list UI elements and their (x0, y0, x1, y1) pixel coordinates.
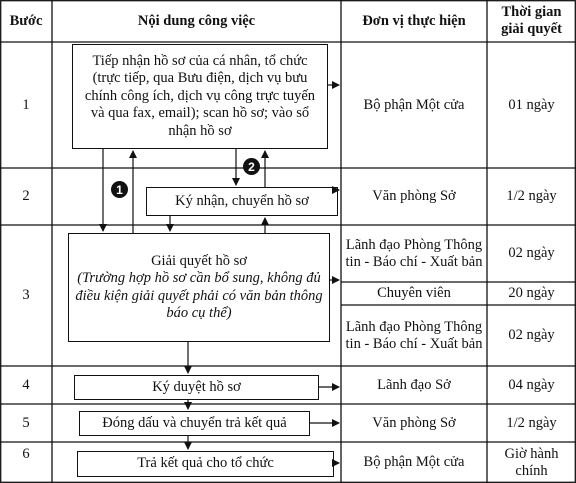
unit-step-3a: Lãnh đạo Phòng Thông tin - Báo chí - Xuất bản (345, 236, 483, 270)
step-number-6: 6 (22, 445, 30, 462)
header-time-line2: giải quyết (501, 21, 562, 37)
flow-box-return: Trả kết quả cho tổ chức (77, 451, 334, 477)
time-step-6: Giờ hành chính (504, 445, 559, 479)
flow-box-sign-transfer: Ký nhận, chuyển hồ sơ (146, 187, 338, 216)
unit-step-3c: Lãnh đạo Phòng Thông tin - Báo chí - Xuất bản (345, 318, 483, 352)
unit-step-6: Bộ phận Một cửa (363, 454, 465, 470)
header-time-line1: Thời gian (501, 4, 562, 20)
step-number-4: 4 (22, 376, 30, 393)
time-step-5: 1/2 ngày (506, 414, 557, 431)
step-number-3: 3 (22, 287, 30, 303)
step-number-2: 2 (22, 188, 30, 204)
time-step-1: 01 ngày (508, 96, 555, 113)
badge-one: 1 (111, 181, 128, 198)
time-step-3a: 02 ngày (508, 245, 555, 261)
unit-step-2: Văn phòng Sở (372, 188, 456, 204)
unit-step-1: Bộ phận Một cửa (363, 96, 465, 113)
unit-step-4: Lãnh đạo Sở (377, 376, 451, 393)
flow-box-process-title: Giải quyết hồ sơ (151, 252, 247, 269)
badge-two: 2 (243, 158, 260, 175)
header-unit: Đơn vị thực hiện (362, 12, 466, 29)
time-step-3b: 20 ngày (508, 285, 555, 301)
time-step-4: 04 ngày (508, 376, 555, 393)
header-content: Nội dung công việc (137, 12, 256, 29)
time-step-2: 1/2 ngày (506, 188, 557, 204)
flow-box-stamp: Đóng dấu và chuyển trả kết quả (79, 411, 310, 436)
flow-box-approve: Ký duyệt hồ sơ (74, 375, 319, 400)
unit-step-3b: Chuyên viên (377, 285, 451, 301)
step-number-5: 5 (22, 414, 30, 431)
time-step-3c: 02 ngày (508, 327, 555, 343)
unit-step-5: Văn phòng Sở (372, 414, 456, 431)
header-step: Bước (9, 12, 43, 29)
step-number-1: 1 (22, 96, 30, 113)
flow-box-receive: Tiếp nhận hồ sơ của cá nhân, tổ chức (trực tiếp, qua Bưu điện, dịch vụ bưu chính công ích, dịch vụ công trực tuyến và qua fax, email); scan hồ sơ; vào sổ nhận hồ sơ (72, 44, 328, 149)
flow-box-process-note: (Trường hợp hồ sơ cần bổ sung, không đủ điều kiện giải quyết phải có văn bản thông báo cụ thể) (75, 270, 323, 321)
